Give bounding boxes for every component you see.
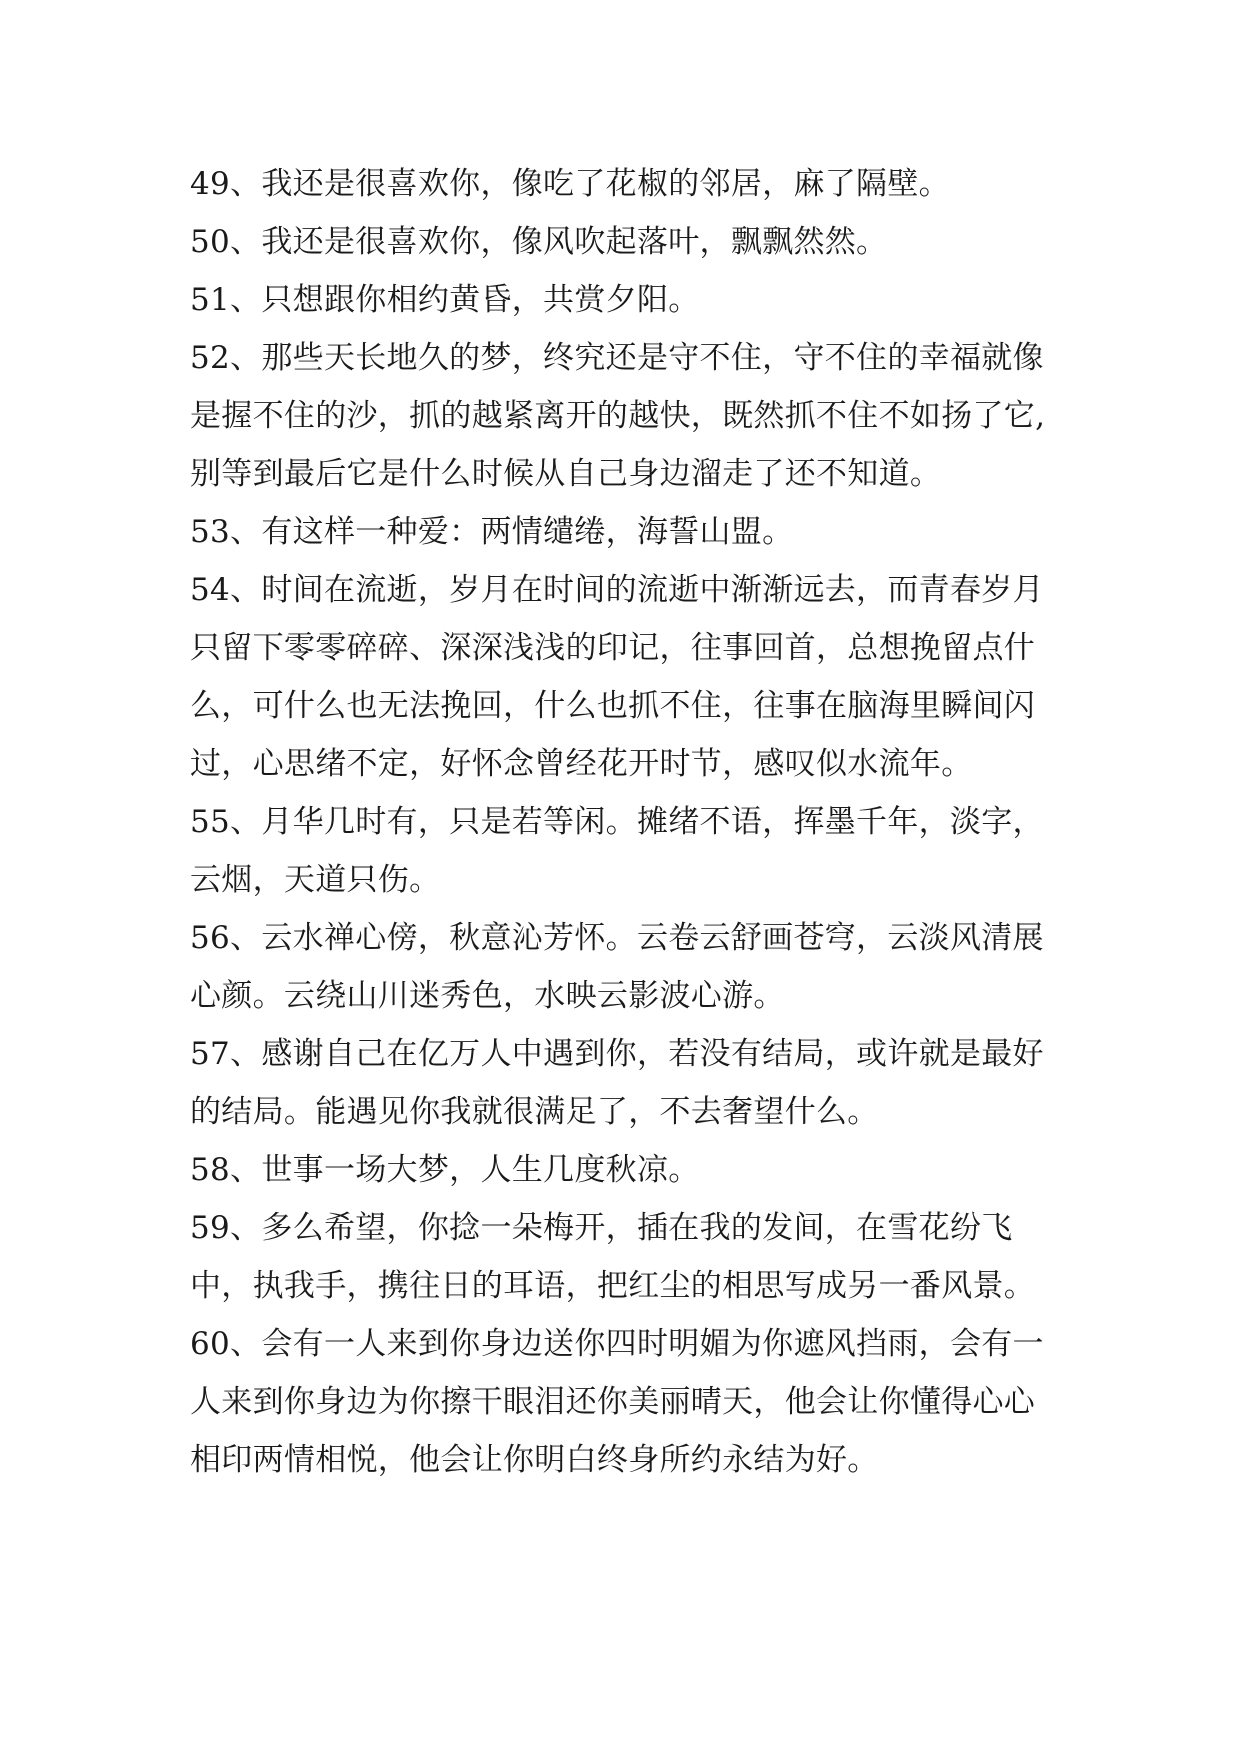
paragraph-51: 51、只想跟你相约黄昏，共赏夕阳。: [190, 282, 700, 318]
paragraph-57: 57、感谢自己在亿万人中遇到你，若没有结局，或许就是最好的结局。能遇见你我就很满足了，不去奢望什么。: [190, 1036, 1044, 1130]
paragraph-55: 55、月华几时有，只是若等闲。摊绪不语，挥墨千年，淡字，云烟，天道只伤。: [190, 804, 1044, 898]
paragraph-52: 52、那些天长地久的梦，终究还是守不住，守不住的幸福就像是握不住的沙，抓的越紧离开的越快，既然抓不住不如扬了它,别等到最后它是什么时候从自己身边溜走了还不知道。: [190, 340, 1046, 492]
paragraph-54: 54、时间在流逝，岁月在时间的流逝中渐渐远去，而青春岁月只留下零零碎碎、深深浅浅的印记，往事回首，总想挽留点什么，可什么也无法挽回，什么也抓不住，往事在脑海里瞬间闪过，心思绪不定，好怀念曾经花开时节，感叹似水流年。: [190, 572, 1044, 782]
paragraph-60: 60、会有一人来到你身边送你四时明媚为你遮风挡雨，会有一人来到你身边为你擦干眼泪还你美丽晴天，他会让你懂得心心相印两情相悦，他会让你明白终身所约永结为好。: [190, 1326, 1044, 1478]
paragraph-56: 56、云水禅心傍，秋意沁芳怀。云卷云舒画苍穹，云淡风清展心颜。云绕山川迷秀色，水映云影波心游。: [190, 920, 1044, 1014]
paragraph-49: 49、我还是很喜欢你，像吃了花椒的邻居，麻了隔壁。: [190, 166, 950, 202]
paragraph-50: 50、我还是很喜欢你，像风吹起落叶，飘飘然然。: [190, 224, 888, 260]
paragraph-58: 58、世事一场大梦，人生几度秋凉。: [190, 1152, 700, 1188]
paragraph-53: 53、有这样一种爱：两情缱绻，海誓山盟。: [190, 514, 794, 550]
document-body: [190, 155, 1050, 1489]
paragraph-59: 59、多么希望，你捻一朵梅开，插在我的发间，在雪花纷飞中，执我手，携往日的耳语，把红尘的相思写成另一番风景。: [190, 1210, 1036, 1304]
